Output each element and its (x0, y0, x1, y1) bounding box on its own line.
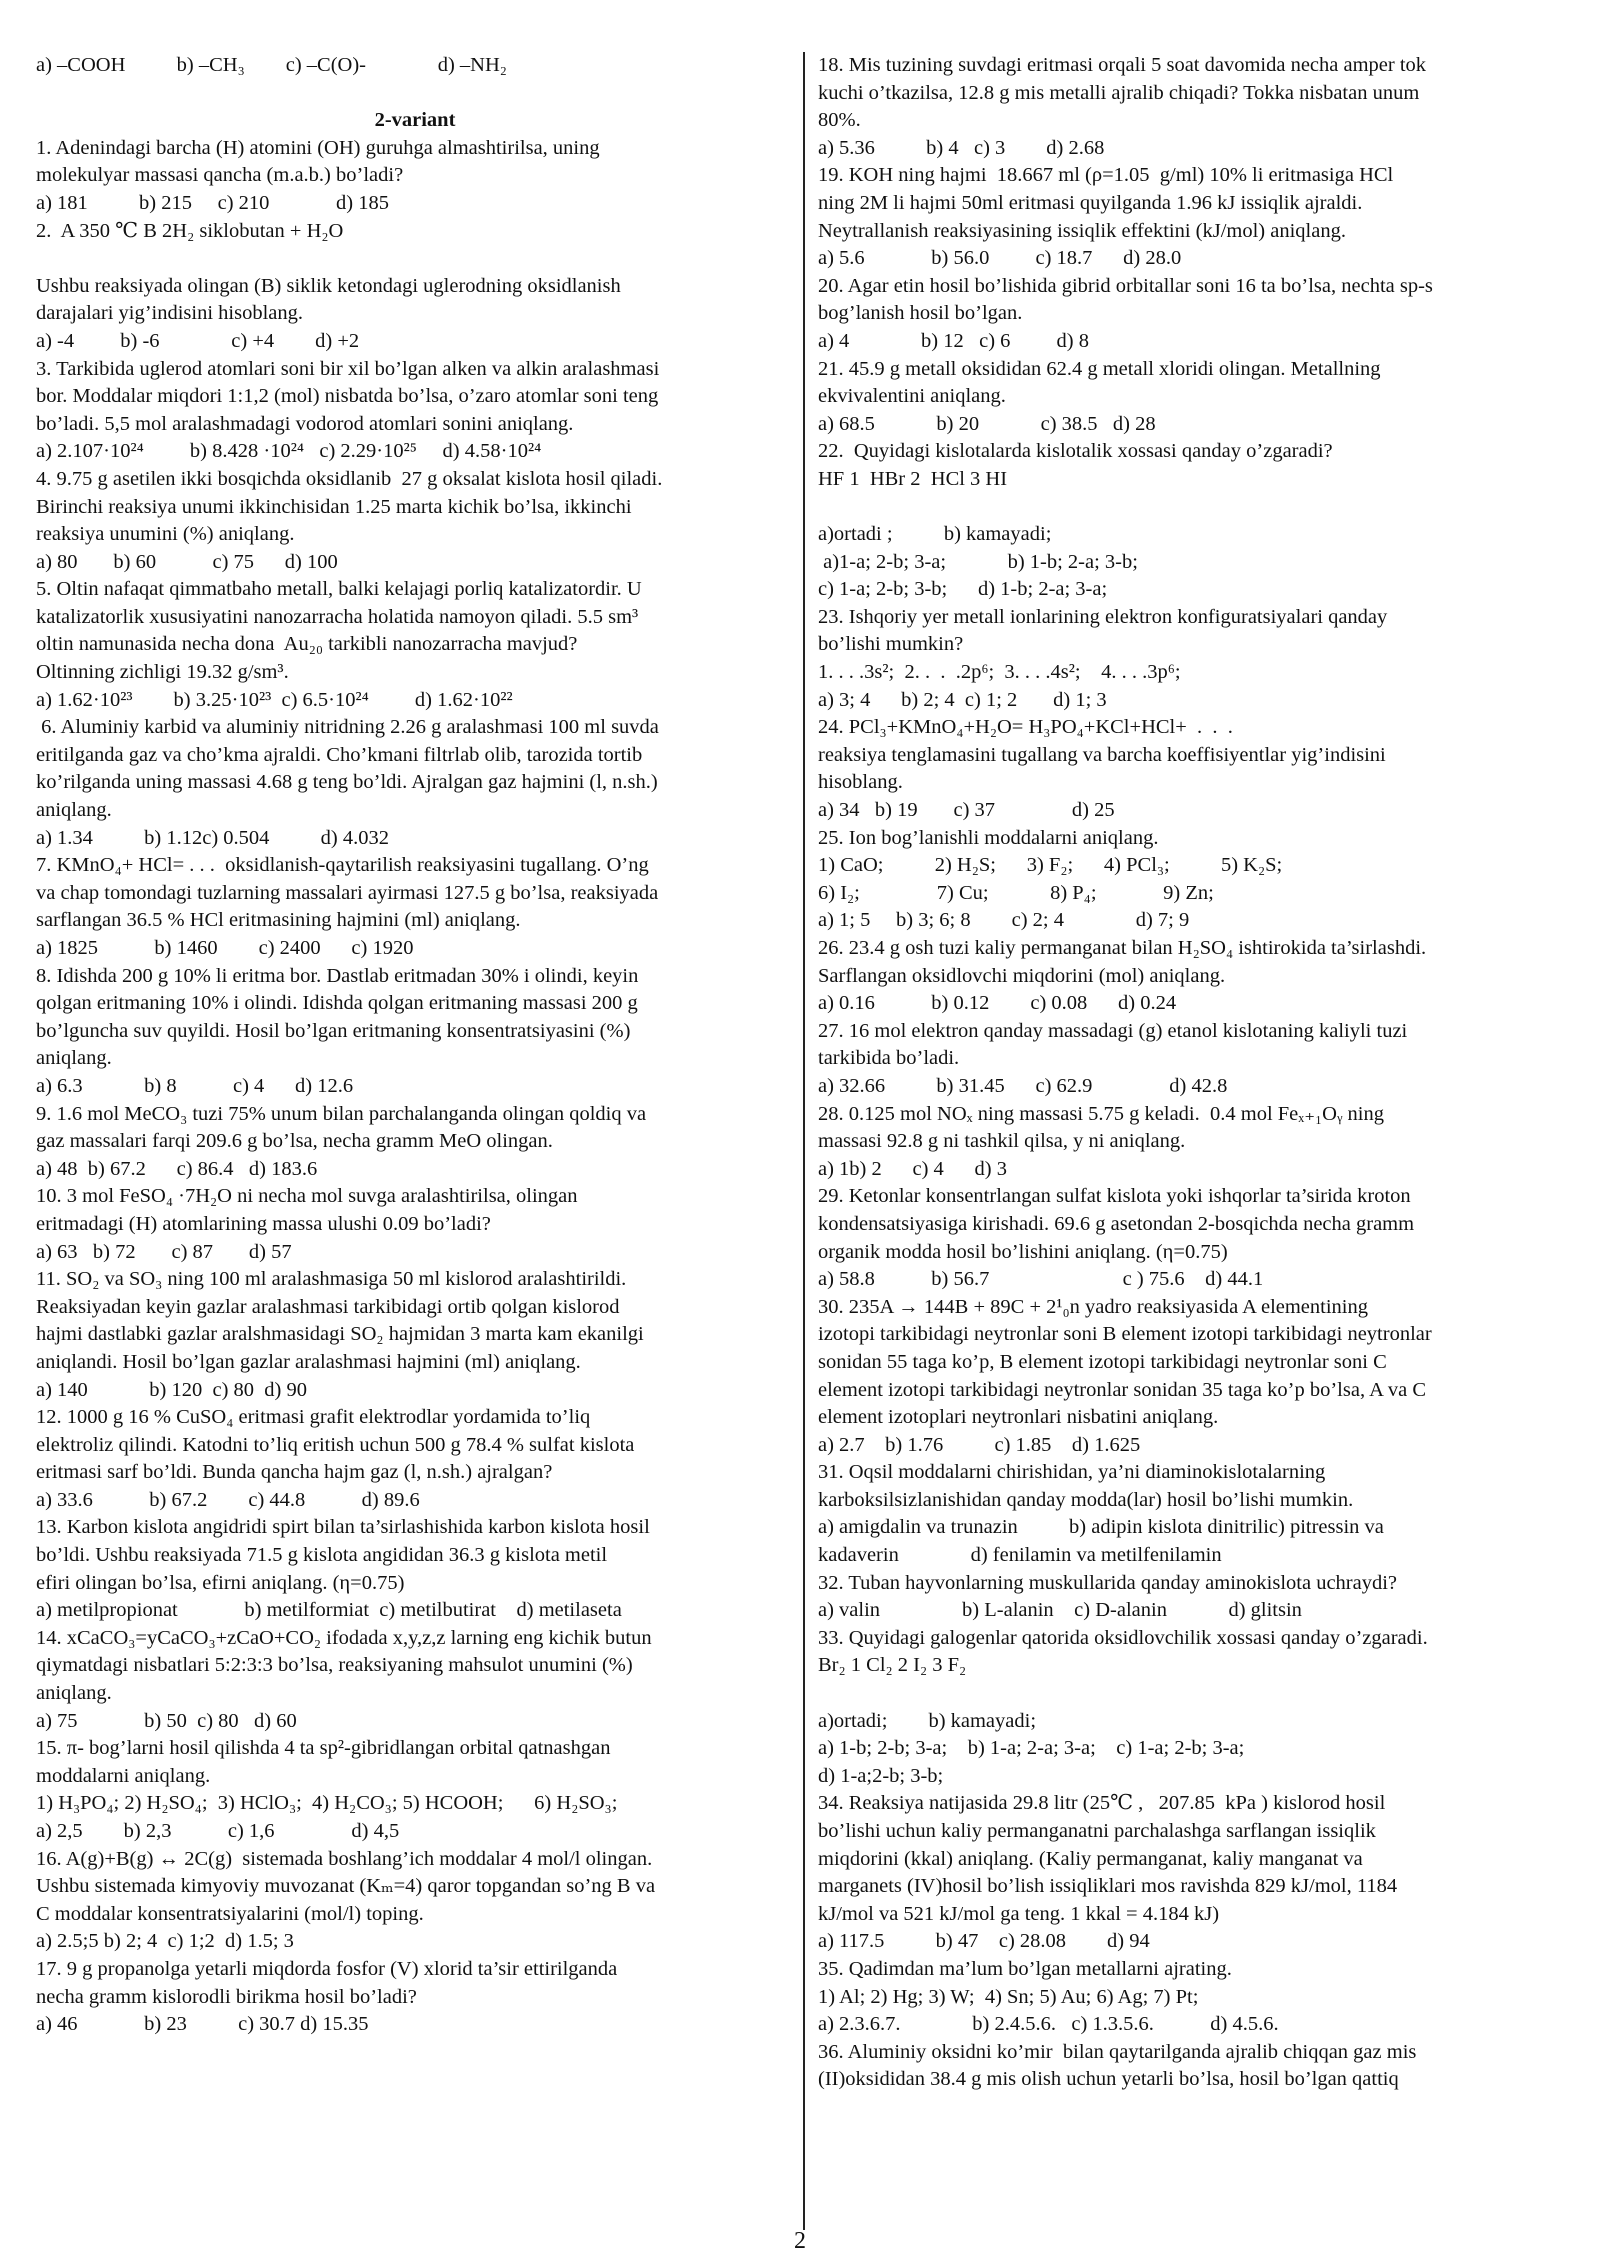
left-text-line: necha gramm kislorodli birikma hosil bo’ladi? (36, 1985, 417, 2008)
right-text-line: a) 4 b) 12 c) 6 d) 8 (818, 329, 1090, 352)
left-text-line: molekulyar massasi qancha (m.a.b.) bo’ladi? (36, 164, 404, 187)
left-text-line: qolgan eritmaning 10% i olindi. Idishda qolgan eritmaning massasi 200 g (36, 992, 638, 1015)
right-text-line: kJ/mol va 521 kJ/mol ga teng. 1 kkal = 4.184 kJ) (818, 1902, 1220, 1925)
left-text-line: eritilganda gaz va cho’kma ajraldi. Cho’kmani filtrlab olib, tarozida tortib (36, 743, 643, 766)
right-text-line: karboksilsizlanishidan qanday modda(lar) hosil bo’lishi mumkin. (818, 1488, 1354, 1511)
left-text-line: 8. Idishda 200 g 10% li eritma bor. Dastlab eritmadan 30% i olindi, keyin (36, 964, 639, 987)
left-text-line: a) 2,5 b) 2,3 c) 1,6 d) 4,5 (36, 1820, 400, 1842)
right-text-line: a) 34 b) 19 c) 37 d) 25 (818, 799, 1115, 822)
right-text-line: element izotoplari neytronlari nisbatini aniqlang. (818, 1406, 1219, 1429)
right-text-line: organik modda hosil bo’lishini aniqlang. (η=0.75) (818, 1240, 1228, 1263)
right-text-line: 21. 45.9 g metall oksididan 62.4 g metall xloridi olingan. Metallning (818, 357, 1381, 380)
left-text-line: 9. 1.6 mol MeCO₃ tuzi 75% unum bilan parchalanganda olingan qoldiq va (36, 1102, 647, 1125)
left-text-line: a) 75 b) 50 c) 80 d) 60 (36, 1709, 297, 1732)
left-text-line: a) 1.62·10²³ b) 3.25·10²³ c) 6.5·10²⁴ d) 1.62·10²² (36, 688, 513, 711)
left-text-line: a) -4 b) -6 c) +4 d) +2 (36, 329, 360, 352)
left-text-line: moddalarni aniqlang. (36, 1764, 211, 1787)
right-text-line: kadaverin d) fenilamin va metilfenilamin (818, 1544, 1222, 1567)
right-text-line: a) amigdalin va trunazin b) adipin kislota dinitrilic) pitressin va (818, 1516, 1384, 1539)
right-text-line (818, 1680, 1576, 1708)
right-text-line: Br₂ 1 Cl₂ 2 I₂ 3 F₂ (818, 1654, 967, 1677)
right-text-line: ekvivalentini aniqlang. (818, 385, 1006, 408)
right-text-line: a)ortadi; b) kamayadi; (818, 1709, 1037, 1732)
left-text-line: bo’ldi. Ushbu reaksiyada 71.5 g kislota angididan 36.3 g kislota metil (36, 1544, 608, 1567)
left-text-line (36, 80, 794, 108)
right-text-line: 24. PCl₃+KMnO₄+H₂O= H₃PO₄+KCl+HCl+ . . . (818, 716, 1233, 739)
right-text-line: Neytrallanish reaksiyasining issiqlik effektini (kJ/mol) aniqlang. (818, 219, 1346, 242)
left-text-line: aniqlang. (36, 1047, 112, 1070)
left-text-line: bo’lguncha suv quyildi. Hosil bo’lgan eritmaning konsentratsiyasini (%) (36, 1019, 631, 1042)
left-text-line: 5. Oltin nafaqat qimmatbaho metall, balki kelajagi porliq katalizatordir. U (36, 578, 642, 601)
right-text-line: bog’lanish hosil bo’lgan. (818, 302, 1023, 325)
left-text-line: a) 1.34 b) 1.12c) 0.504 d) 4.032 (36, 826, 390, 849)
right-text-line: marganets (IV)hosil bo’lish issiqliklari mos ravishda 829 kJ/mol, 1184 (818, 1875, 1398, 1898)
left-text-line: 16. A(g)+B(g) ↔ 2C(g) sistemada boshlang’ich moddalar 4 mol/l olingan. (36, 1847, 653, 1870)
right-text-line: a) 5.36 b) 4 c) 3 d) 2.68 (818, 136, 1105, 159)
right-text-line: a) 2.7 b) 1.76 c) 1.85 d) 1.625 (818, 1433, 1141, 1456)
left-text-line: a) 140 b) 120 c) 80 d) 90 (36, 1378, 308, 1401)
right-text-line: bo’lishi mumkin? (818, 633, 964, 656)
left-text-line: C moddalar konsentratsiyalarini (mol/l) toping. (36, 1902, 424, 1925)
left-text-line: a) 181 b) 215 c) 210 d) 185 (36, 191, 390, 214)
left-text-line: oltin namunasida necha dona Au₂₀ tarkibli nanozarracha mavjud? (36, 633, 578, 656)
right-text-line: a) 32.66 b) 31.45 c) 62.9 d) 42.8 (818, 1074, 1228, 1097)
variant-heading: 2-variant (374, 109, 456, 132)
left-text-line: 7. KMnO₄+ HCl= . . . oksidlanish-qaytarilish reaksiyasini tugallang. O’ng (36, 854, 649, 877)
left-text-line: elektroliz qilindi. Katodni to’liq eritish uchun 500 g 78.4 % sulfat kislota (36, 1433, 635, 1456)
left-text-line: katalizatorlik xususiyatini nanozarracha holatida namoyon qiladi. 5.5 sm³ (36, 605, 639, 628)
right-text-line: 29. Ketonlar konsentrlangan sulfat kislota yoki ishqorlar ta’sirida kroton (818, 1185, 1411, 1208)
left-text-line: aniqlang. (36, 799, 112, 822)
left-text-line: va chap tomondagi tuzlarning massalari ayirmasi 127.5 g bo’lsa, reaksiyada (36, 881, 659, 904)
right-text-line: element izotopi tarkibidagi neytronlar sonidan 35 taga ko’p bo’lsa, A va C (818, 1378, 1427, 1401)
right-text-line: c) 1-a; 2-b; 3-b; d) 1-b; 2-a; 3-a; (818, 578, 1108, 601)
right-text-line: a) 68.5 b) 20 c) 38.5 d) 28 (818, 412, 1156, 435)
right-text-line: a) 0.16 b) 0.12 c) 0.08 d) 0.24 (818, 992, 1177, 1015)
right-text-line: a)ortadi ; b) kamayadi; (818, 523, 1052, 546)
right-text-line: 23. Ishqoriy yer metall ionlarining elektron konfiguratsiyalari qanday (818, 605, 1388, 628)
left-text-line: sarflangan 36.5 % HCl eritmasining hajmini (ml) aniqlang. (36, 909, 521, 932)
right-text-line: 1) CaO; 2) H₂S; 3) F₂; 4) PCl₃; 5) K₂S; (818, 854, 1283, 877)
right-text-line: 1. . . .3s²; 2. . . .2p⁶; 3. . . .4s²; 4. . . .3p⁶; (818, 661, 1181, 684)
right-text-line: kuchi o’tkazilsa, 12.8 g mis metalli ajralib chiqadi? Tokka nisbatan unum (818, 81, 1420, 104)
left-text-line: Reaksiyadan keyin gazlar aralashmasi tarkibidagi ortib qolgan kislorod (36, 1295, 620, 1318)
right-text-line: a) 3; 4 b) 2; 4 c) 1; 2 d) 1; 3 (818, 688, 1107, 711)
left-text-line: bor. Moddalar miqdori 1:1,2 (mol) nisbatda bo’lsa, o’zaro atomlar soni teng (36, 385, 659, 408)
right-text-line: (II)oksididan 38.4 g mis olish uchun yetarli bo’lsa, hosil bo’lgan qattiq (818, 2068, 1399, 2091)
left-text-line: eritmasi sarf bo’ldi. Bunda qancha hajm gaz (l, n.sh.) ajralgan? (36, 1461, 553, 1484)
right-text-line: 1) Al; 2) Hg; 3) W; 4) Sn; 5) Au; 6) Ag; 7) Pt; (818, 1985, 1199, 2008)
left-text-line: darajalari yig’indisini hisoblang. (36, 302, 304, 325)
right-text-line: izotopi tarkibidagi neytronlar soni B element izotopi tarkibidagi neytronlar (818, 1323, 1432, 1346)
left-text-line: 15. π- bog’larni hosil qilishda 4 ta sp²-gibridlangan orbital qatnashgan (36, 1737, 611, 1760)
right-text-line: 26. 23.4 g osh tuzi kaliy permanganat bilan H₂SO₄ ishtirokida ta’sirlashdi. (818, 937, 1427, 959)
left-text-line: 3. Tarkibida uglerod atomlari soni bir xil bo’lgan alken va alkin aralashmasi (36, 357, 660, 380)
left-column (36, 52, 794, 2039)
right-text-line: d) 1-a;2-b; 3-b; (818, 1764, 944, 1787)
left-text-line: 1. Adenindagi barcha (H) atomini (OH) guruhga almashtirilsa, uning (36, 136, 600, 159)
left-text-line: a) metilpropionat b) metilformiat c) metilbutirat d) metilaseta (36, 1599, 622, 1622)
left-text-line: a) –COOH b) –CH₃ c) –C(O)- d) –NH₂ (36, 54, 507, 76)
left-text-line: gaz massalari farqi 209.6 g bo’lsa, necha gramm MeO olingan. (36, 1130, 553, 1153)
left-text-line: Oltinning zichligi 19.32 g/sm³. (36, 661, 289, 684)
right-text-line: 35. Qadimdan ma’lum bo’lgan metallarni ajrating. (818, 1957, 1232, 1980)
left-text-line: 4. 9.75 g asetilen ikki bosqichda oksidlanib 27 g oksalat kislota hosil qiladi. (36, 467, 663, 490)
left-text-line: qiymatdagi nisbatlari 5:2:3:3 bo’lsa, reaksiyaning mahsulot unumini (%) (36, 1654, 633, 1677)
left-text-line: Ushbu reaksiyada olingan (B) siklik ketondagi uglerodning oksidlanish (36, 274, 621, 297)
left-text-line: a) 33.6 b) 67.2 c) 44.8 d) 89.6 (36, 1488, 420, 1511)
right-text-line: 36. Aluminiy oksidni ko’mir bilan qaytarilganda ajralib chiqqan gaz mis (818, 2040, 1417, 2063)
right-text-line: a) 2.3.6.7. b) 2.4.5.6. c) 1.3.5.6. d) 4.5.6. (818, 2013, 1279, 2036)
left-text-line: aniqlang. (36, 1682, 112, 1705)
right-text-line: kondensatsiyasiga kirishadi. 69.6 g asetondan 2-bosqichda necha gramm (818, 1212, 1415, 1235)
right-text-line: 20. Agar etin hosil bo’lishida gibrid orbitallar soni 16 ta bo’lsa, nechta sp-s (818, 274, 1433, 297)
left-text-line: reaksiya unumini (%) aniqlang. (36, 523, 295, 546)
right-text-line: 25. Ion bog’lanishli moddalarni aniqlang. (818, 826, 1159, 849)
left-text-line: 6. Aluminiy karbid va aluminiy nitridning 2.26 g aralashmasi 100 ml suvda (36, 716, 659, 739)
right-text-line: HF 1 HBr 2 HCl 3 HI (818, 467, 1008, 490)
page-number: 2 (794, 2228, 806, 2254)
right-text-line: a) 1; 5 b) 3; 6; 8 c) 2; 4 d) 7; 9 (818, 909, 1190, 932)
left-text-line: 1) H₃PO₄; 2) H₂SO₄; 3) HClO₃; 4) H₂CO₃; 5) HCOOH; 6) H₂SO₃; (36, 1792, 618, 1815)
left-text-line: eritmadagi (H) atomlarining massa ulushi 0.09 bo’ladi? (36, 1212, 491, 1235)
left-text-line: a) 80 b) 60 c) 75 d) 100 (36, 550, 338, 573)
left-text-line (36, 245, 794, 273)
right-text-line: 28. 0.125 mol NOₓ ning massasi 5.75 g keladi. 0.4 mol Feₓ₊₁Oᵧ ning (818, 1102, 1384, 1125)
right-text-line: 34. Reaksiya natijasida 29.8 litr (25℃ , 207.85 kPa ) kislorod hosil (818, 1792, 1386, 1815)
right-text-line: 22. Quyidagi kislotalarda kislotalik xossasi qanday o’zgaradi? (818, 440, 1333, 463)
left-text-line: 2. A 350 ℃ B 2H₂ siklobutan + H₂O (36, 219, 344, 242)
left-text-line: a) 2.107·10²⁴ b) 8.428 ·10²⁴ c) 2.29·10²⁵ d) 4.58·10²⁴ (36, 440, 542, 463)
left-text-line: 10. 3 mol FeSO₄ ·7H₂O ni necha mol suvga aralashtirilsa, olingan (36, 1185, 578, 1208)
left-text-line: 11. SO₂ va SO₃ ning 100 ml aralashmasiga 50 ml kislorod aralashtirildi. (36, 1268, 627, 1291)
right-text-line: a) 1-b; 2-b; 3-a; b) 1-a; 2-a; 3-a; c) 1-a; 2-b; 3-a; (818, 1737, 1245, 1760)
right-text-line: massasi 92.8 g ni tashkil qilsa, y ni aniqlang. (818, 1130, 1186, 1153)
left-text-line: 14. xCaCO₃=yCaCO₃+zCaO+CO₂ ifodada x,y,z,z larning eng kichik butun (36, 1626, 652, 1649)
left-text-line: a) 48 b) 67.2 c) 86.4 d) 183.6 (36, 1157, 318, 1180)
right-text-line: 32. Tuban hayvonlarning muskullarida qanday aminokislota uchraydi? (818, 1571, 1398, 1594)
left-text-line: 12. 1000 g 16 % CuSO₄ eritmasi grafit elektrodlar yordamida to’liq (36, 1406, 591, 1429)
right-text-line: reaksiya tenglamasini tugallang va barcha koeffisiyentlar yig’indisini (818, 743, 1386, 766)
column-divider (803, 52, 805, 2230)
right-text-line: Sarflangan oksidlovchi miqdorini (mol) aniqlang. (818, 964, 1226, 987)
right-text-line: a) 117.5 b) 47 c) 28.08 d) 94 (818, 1930, 1150, 1953)
right-text-line: sonidan 55 taga ko’p, B element izotopi tarkibidagi neytronlar soni C (818, 1350, 1387, 1373)
left-text-line: a) 1825 b) 1460 c) 2400 c) 1920 (36, 937, 414, 959)
right-text-line: 27. 16 mol elektron qanday massadagi (g) etanol kislotaning kaliyli tuzi (818, 1019, 1408, 1042)
right-text-line: miqdorini (kkal) aniqlang. (Kaliy permanganat, kaliy manganat va (818, 1847, 1363, 1870)
right-text-line: 31. Oqsil moddalarni chirishidan, ya’ni diaminokislotalarning (818, 1461, 1326, 1484)
right-text-line (818, 494, 1576, 522)
left-text-line: efiri olingan bo’lsa, efirni aniqlang. (η=0.75) (36, 1571, 405, 1594)
left-text-line: aniqlandi. Hosil bo’lgan gazlar aralashmasi hajmini (ml) aniqlang. (36, 1350, 581, 1373)
right-text-line: ning 2M li hajmi 50ml eritmasi quyilganda 1.96 kJ issiqlik ajraldi. (818, 191, 1363, 214)
right-text-line: 19. KOH ning hajmi 18.667 ml (ρ=1.05 g/ml) 10% li eritmasiga HCl (818, 164, 1394, 187)
left-text-line: Ushbu sistemada kimyoviy muvozanat (Kₘ=4) qaror topgandan so’ng B va (36, 1875, 656, 1898)
right-column (818, 52, 1576, 2094)
left-text-line: bo’ladi. 5,5 mol aralashmadagi vodorod atomlari sonini aniqlang. (36, 412, 574, 435)
left-text-line: a) 63 b) 72 c) 87 d) 57 (36, 1240, 292, 1263)
right-text-line: a) 5.6 b) 56.0 c) 18.7 d) 28.0 (818, 247, 1182, 270)
left-text-line: Birinchi reaksiya unumi ikkinchisidan 1.25 marta kichik bo’lsa, ikkinchi (36, 495, 632, 518)
right-text-line: tarkibida bo’ladi. (818, 1047, 960, 1070)
left-text-line: a) 46 b) 23 c) 30.7 d) 15.35 (36, 2013, 369, 2036)
right-text-line: 80%. (818, 109, 861, 132)
right-text-line: a) 58.8 b) 56.7 c ) 75.6 d) 44.1 (818, 1268, 1264, 1291)
right-text-line: 6) I₂; 7) Cu; 8) P₄; 9) Zn; (818, 881, 1214, 904)
left-text-line: hajmi dastlabki gazlar aralshmasidagi SO₂ hajmidan 3 marta kam ekanilgi (36, 1323, 644, 1346)
left-text-line: a) 6.3 b) 8 c) 4 d) 12.6 (36, 1074, 354, 1097)
right-text-line: a) valin b) L-alanin c) D-alanin d) glitsin (818, 1599, 1302, 1622)
right-text-line: hisoblang. (818, 771, 903, 794)
left-text-line: 17. 9 g propanolga yetarli miqdorda fosfor (V) xlorid ta’sir ettirilganda (36, 1957, 618, 1980)
right-text-line: a) 1b) 2 c) 4 d) 3 (818, 1157, 1008, 1180)
right-text-line: 18. Mis tuzining suvdagi eritmasi orqali 5 soat davomida necha amper tok (818, 54, 1427, 76)
right-text-line: a)1-a; 2-b; 3-a; b) 1-b; 2-a; 3-b; (818, 550, 1138, 573)
left-text-line: a) 2.5;5 b) 2; 4 c) 1;2 d) 1.5; 3 (36, 1930, 294, 1953)
right-text-line: 30. 235A → 144B + 89C + 2¹₀n yadro reaksiyasida A elementining (818, 1295, 1368, 1318)
left-text-line: 13. Karbon kislota angidridi spirt bilan ta’sirlashishida karbon kislota hosil (36, 1516, 650, 1539)
right-text-line: bo’lishi uchun kaliy permanganatni parchalashga sarflangan issiqlik (818, 1820, 1376, 1842)
right-text-line: 33. Quyidagi galogenlar qatorida oksidlovchilik xossasi qanday o’zgaradi. (818, 1626, 1428, 1649)
left-text-line: ko’rilganda uning massasi 4.68 g teng bo’ldi. Ajralgan gaz hajmini (l, n.sh.) (36, 771, 658, 794)
